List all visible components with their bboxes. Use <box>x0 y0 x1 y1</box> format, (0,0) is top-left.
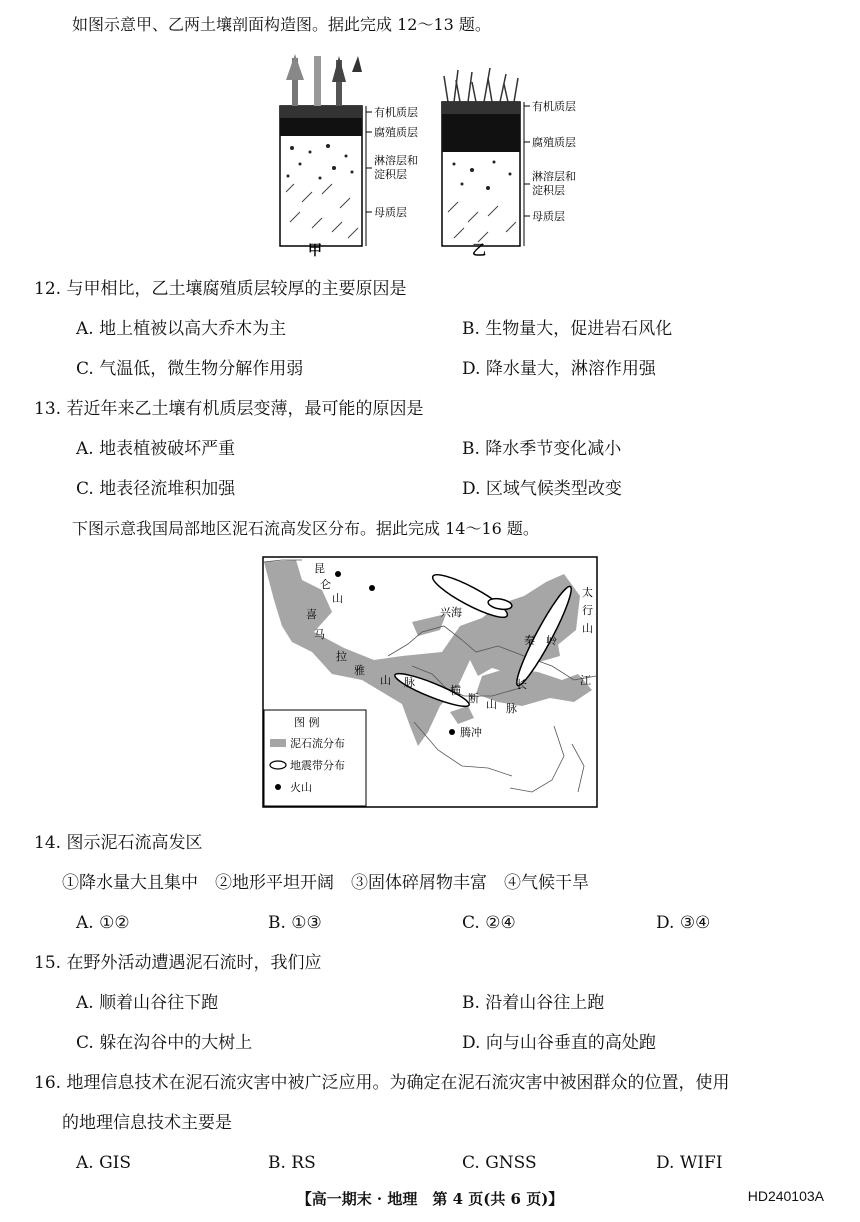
map-label-ya: 雅 <box>354 664 365 677</box>
map-label-la: 拉 <box>336 650 347 663</box>
legend-title: 图 例 <box>294 716 320 729</box>
map-label-chang: 长 <box>516 678 527 691</box>
q16-option-d: D. WIFI <box>656 1153 723 1173</box>
map-legend <box>264 710 366 806</box>
map-label-kun: 昆 <box>314 562 325 575</box>
map-label-kunlun-shan: 山 <box>332 592 343 605</box>
jia-layer-leach-1: 淋溶层和 <box>374 154 418 167</box>
q13-option-c: C. 地表径流堆积加强 <box>76 479 236 499</box>
q15-option-d: D. 向与山谷垂直的高处跑 <box>462 1033 656 1053</box>
q12-stem: 12. 与甲相比，乙土壤腐殖质层较厚的主要原因是 <box>34 279 407 299</box>
q16-option-c: C. GNSS <box>462 1153 537 1173</box>
yi-caption: 乙 <box>472 243 486 258</box>
q12-option-d: D. 降水量大，淋溶作用强 <box>462 359 656 379</box>
intro-14-16: 下图示意我国局部地区泥石流高发区分布。据此完成 14～16 题。 <box>72 519 539 538</box>
jia-layer-organic: 有机质层 <box>374 106 418 119</box>
map-label-xinghai: 兴海 <box>440 606 462 619</box>
yi-layer-organic: 有机质层 <box>532 100 576 113</box>
q16-stem-line2: 的地理信息技术主要是 <box>62 1113 232 1133</box>
q13-option-d: D. 区域气候类型改变 <box>462 479 622 499</box>
legend-debris: 泥石流分布 <box>290 737 345 750</box>
q13-option-b: B. 降水季节变化减小 <box>462 439 622 459</box>
volcano-dot-2 <box>369 585 375 591</box>
jia-layer-leach-2: 淀积层 <box>374 168 407 181</box>
map-label-ling: 岭 <box>546 634 557 647</box>
map-label-tengchong: 腾冲 <box>460 726 482 739</box>
jia-layer-parent: 母质层 <box>374 206 407 219</box>
q16-stem-line1: 16. 地理信息技术在泥石流灾害中被广泛应用。为确定在泥石流灾害中被困群众的位置，使用 <box>34 1073 730 1093</box>
q13-option-a: A. 地表植被破坏严重 <box>76 439 236 459</box>
intro-12-13: 如图示意甲、乙两土壤剖面构造图。据此完成 12～13 题。 <box>72 15 491 34</box>
q14-option-b: B. ①③ <box>268 913 322 933</box>
soil-profile-svg <box>262 52 594 258</box>
yi-layer-parent: 母质层 <box>532 210 565 223</box>
map-label-hengduan-shan: 山 <box>486 698 497 711</box>
q16-option-a: A. GIS <box>76 1153 132 1173</box>
map-label-taihang-shan: 山 <box>582 622 593 635</box>
q12-option-c: C. 气温低，微生物分解作用弱 <box>76 359 304 379</box>
q13-stem: 13. 若近年来乙土壤有机质层变薄，最可能的原因是 <box>34 399 424 419</box>
yi-layer-humus: 腐殖质层 <box>532 136 576 149</box>
map-label-duan: 断 <box>468 692 479 705</box>
map-label-qin: 秦 <box>524 634 535 647</box>
map-label-xi: 喜 <box>306 608 317 621</box>
page-footer: 【高一期末 · 地理 第 4 页(共 6 页)】 <box>296 1190 564 1208</box>
q16-option-b: B. RS <box>268 1153 316 1173</box>
map-label-hengduan-mai: 脉 <box>506 702 517 715</box>
map-label-tai: 太 <box>582 586 593 599</box>
yi-layer-leach-2: 淀积层 <box>532 184 565 197</box>
q14-option-a: A. ①② <box>76 913 130 933</box>
legend-swatch-seismic <box>270 761 286 769</box>
q12-option-a: A. 地上植被以高大乔木为主 <box>76 319 287 339</box>
legend-swatch-debris <box>270 739 286 747</box>
page-code: HD240103A <box>747 1188 824 1204</box>
map-label-himalaya-mai: 脉 <box>404 676 415 689</box>
q15-option-b: B. 沿着山谷往上跑 <box>462 993 605 1013</box>
q14-stem: 14. 图示泥石流高发区 <box>34 833 203 853</box>
yi-layer-leach-1: 淋溶层和 <box>532 170 576 183</box>
debris-flow-map-svg <box>262 556 598 808</box>
volcano-dot-1 <box>335 571 341 577</box>
q15-option-c: C. 躲在沟谷中的大树上 <box>76 1033 253 1053</box>
jia-layer-humus: 腐殖质层 <box>374 126 418 139</box>
q14-option-c: C. ②④ <box>462 913 516 933</box>
map-label-hang: 行 <box>582 604 593 617</box>
q14-statements: ①降水量大且集中 ②地形平坦开阔 ③固体碎屑物丰富 ④气候干旱 <box>62 873 589 893</box>
map-label-ma: 马 <box>314 628 325 641</box>
legend-swatch-volcano <box>275 784 281 790</box>
debris-flow-map <box>262 556 598 808</box>
map-label-himalaya-shan: 山 <box>380 674 391 687</box>
q12-option-b: B. 生物量大，促进岩石风化 <box>462 319 673 339</box>
map-label-heng: 横 <box>450 684 461 697</box>
map-label-jiang: 江 <box>580 674 591 687</box>
q15-stem: 15. 在野外活动遭遇泥石流时，我们应 <box>34 953 322 973</box>
map-label-lun: 仑 <box>320 578 331 591</box>
legend-volcano: 火山 <box>290 781 312 794</box>
soil-profile-figure <box>262 52 594 258</box>
jia-caption: 甲 <box>308 243 322 258</box>
q15-option-a: A. 顺着山谷往下跑 <box>76 993 219 1013</box>
volcano-dot-3 <box>449 729 455 735</box>
q14-option-d: D. ③④ <box>656 913 711 933</box>
legend-seismic: 地震带分布 <box>290 759 345 772</box>
